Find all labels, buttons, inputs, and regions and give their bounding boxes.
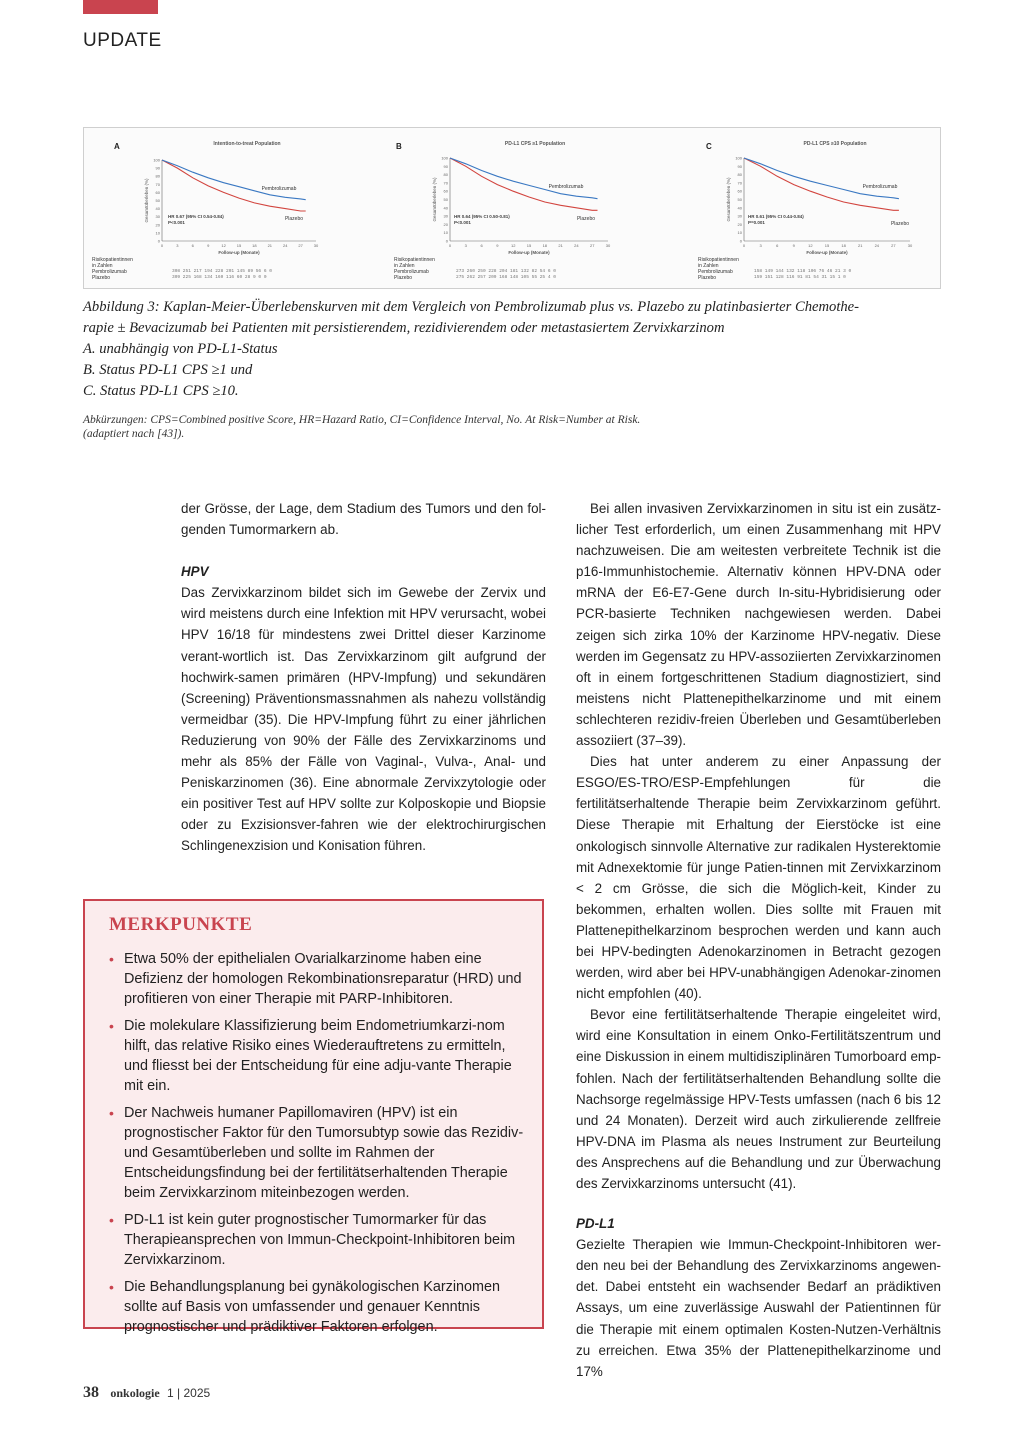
y-tick-label: 20: [737, 221, 742, 227]
y-tick-label: 80: [155, 173, 160, 179]
x-tick-label: 0: [160, 243, 164, 248]
caption-line: B. Status PD-L1 CPS ≥1 und: [83, 362, 253, 378]
list-item: [107, 949, 527, 1009]
bullet-icon: •: [109, 1212, 114, 1228]
section-label: UPDATE: [83, 30, 162, 51]
bullet-icon: •: [109, 951, 114, 967]
risk-title: Risikopatientinnen: [698, 257, 739, 263]
x-tick-label: 18: [542, 243, 548, 248]
caption-line: C. Status PD-L1 CPS ≥10.: [83, 383, 239, 399]
x-tick-label: 9: [207, 243, 210, 248]
p-value: P<0.001: [454, 220, 471, 225]
y-tick-label: 20: [155, 222, 160, 228]
y-tick-label: 70: [155, 181, 160, 187]
risk-numbers-plazebo: 309 225 168 134 160 116 60 28 9 0 0: [172, 275, 267, 280]
heading-hpv: HPV: [181, 564, 209, 580]
page-footer: [83, 1384, 210, 1402]
x-tick-label: 27: [589, 243, 595, 248]
x-tick-label: 15: [526, 243, 532, 248]
merkpunkte-list: [107, 949, 527, 1344]
km-panel-a: [84, 128, 380, 288]
risk-title-2: in Zahlen: [698, 263, 719, 269]
bullet-icon: •: [109, 1279, 114, 1295]
caption-line: rapie ± Bevacizumab bei Patienten mit persistierendem, rezidivierendem oder metastasiertem Zervixkarzinom: [83, 320, 725, 336]
series-label-pembrolizumab: Pembrolizumab: [261, 186, 297, 192]
y-tick-label: 70: [737, 180, 742, 186]
series-label-plazebo: Plazebo: [576, 216, 596, 222]
panel-title: Intention-to-treat Population: [213, 141, 281, 147]
series-label-pembrolizumab: Pembrolizumab: [862, 184, 898, 190]
series-label-plazebo: Plazebo: [890, 221, 910, 227]
journal-name: onkologie: [110, 1386, 160, 1400]
risk-numbers-plazebo: 275 262 257 209 168 148 105 55 25 4 0: [456, 275, 556, 280]
x-tick-label: 18: [841, 243, 846, 248]
y-tick-label: 80: [443, 172, 448, 178]
y-tick-label: 10: [737, 230, 742, 236]
list-item: [107, 1103, 527, 1203]
x-tick-label: 27: [891, 243, 896, 248]
pembrolizumab-curve: [744, 158, 899, 199]
pembrolizumab-curve: [162, 160, 306, 200]
y-tick-label: 60: [155, 189, 160, 195]
y-tick-label: 50: [737, 197, 742, 202]
x-tick-label: 24: [282, 243, 288, 248]
list-item: [107, 1277, 527, 1337]
paragraph: Bei allen invasiven Zervixkarzinomen in situ ist ein zusätz-licher Test erforderlich, um einen Zusammenhang mit HPV nachzuweisen. Die am weitesten verbreitete Technik ist die p16-Immunhistochemie. Alternativ können HPV-DNA oder mRNA der E6-E7-Gene durch In-situ-Hybridisierung oder PCR-basierte Techniken nachgewiesen werden. Dabei zeigen sich zirka 10% der Karzinome HPV-negativ. Diese werden im Gegensatz zu HPV-assoziierten Zervixkarzinomen oft in einem fortgeschrittenen Stadium diagnostiziert, sind meistens nicht Plattenepithelkarzinome und mit einem schlechteren rezidiv-freien Überleben und Gesamtüberleben assoziiert (37–39).: [576, 501, 941, 749]
hazard-ratio: HR 0.64 (95% CI 0.50-0.81): [454, 214, 510, 219]
y-tick-label: 30: [155, 214, 160, 220]
panel-title: PD-L1 CPS ≥10 Population: [803, 141, 867, 147]
x-tick-label: 30: [605, 243, 611, 248]
risk-numbers-pembro: 308 251 217 194 228 201 145 89 56 6 0: [172, 269, 272, 274]
list-item-text: Der Nachweis humaner Papillomaviren (HPV) ist ein prognostischer Faktor für den Tumorsubtyp sowie das Rezidiv- und Gesamtüberleben und sollte im Rahmen der Entscheidungsfindung bei der fertilitätserhaltenden Therapie beim Zervixkarzinom miteinbezogen werden.: [124, 1105, 524, 1201]
list-item: [107, 1210, 527, 1270]
caption-line: A. unabhängig von PD-L1-Status: [83, 341, 278, 357]
risk-row-pembro: Pembrolizumab: [394, 269, 429, 275]
panel-title: PD-L1 CPS ≥1 Population: [504, 141, 566, 147]
y-tick-label: 40: [443, 205, 448, 211]
x-tick-label: 27: [298, 243, 303, 248]
y-tick-label: 60: [443, 188, 448, 194]
list-item-text: Die Behandlungsplanung bei gynäkologischen Karzinomen sollte auf Basis von umfassender und genauer Kenntnis prognostischer und prädiktiver Faktoren erfolgen.: [124, 1279, 501, 1335]
risk-numbers-pembro: 158 149 144 132 118 106 76 46 21 3 0: [754, 269, 852, 274]
y-tick-label: 40: [737, 205, 742, 211]
y-tick-label: 10: [155, 230, 160, 236]
y-axis-label: Gesamtüberleben (%): [144, 178, 149, 223]
figure-caption: [83, 297, 941, 402]
x-tick-label: 6: [480, 243, 483, 248]
risk-numbers: [754, 269, 851, 281]
risk-labels: [92, 257, 133, 281]
y-tick-label: 20: [443, 221, 448, 227]
issue-number: 1 | 2025: [167, 1386, 211, 1400]
risk-numbers: [172, 269, 272, 281]
risk-row-plazebo: Plazebo: [92, 275, 111, 281]
km-panel-b: [386, 128, 682, 288]
x-tick-label: 21: [267, 243, 273, 248]
pembrolizumab-curve: [450, 158, 598, 199]
risk-labels: [698, 257, 739, 281]
x-axis-label: Follow-up (Monate): [508, 250, 550, 255]
risk-numbers-pembro: 273 260 250 228 204 181 132 82 54 6 0: [456, 269, 556, 274]
list-item-text: Etwa 50% der epithelialen Ovarialkarzinome haben eine Defizienz der homologen Rekombinationsreparatur (HRD) und profitieren von einer Therapie mit PARP-Inhibitoren.: [124, 951, 522, 1007]
risk-numbers: [456, 269, 556, 281]
x-tick-label: 9: [792, 243, 795, 248]
y-tick-label: 90: [155, 165, 160, 171]
y-tick-label: 90: [737, 163, 742, 169]
y-tick-label: 10: [443, 230, 448, 236]
paragraph: Das Zervixkarzinom bildet sich im Gewebe der Zervix und wird meistens durch eine Infektion mit HPV verursacht, wobei HPV 16/18 für mindestens zwei Drittel dieser Karzinome verant-wortlich ist. Das Zervixkarzinom gilt aufgrund der hochwirk-samen primären (HPV-Impfung) und sekundären (Screening) Präventionsmassnahmen als nahezu vollständig vermeidbar (35). Die HPV-Impfung führt zu einer jährlichen Reduzierung von 90% der Fälle des Zervixkarzinoms und mehr als 85% der Fälle von Vaginal-, Vulva-, Anal- und Peniskarzinomen (36). Eine abnormale Zervixzytologie oder ein positiver Test auf HPV sollte zur Kolposkopie und Biopsie oder zu Exzisionsver-fahren wie der elektrochirurgischen Schlingenexzision und Konisation führen.: [181, 585, 546, 854]
y-tick-label: 90: [443, 163, 448, 169]
x-tick-label: 6: [776, 243, 779, 248]
y-tick-label: 100: [735, 155, 742, 161]
risk-numbers-plazebo: 159 151 128 116 91 81 54 31 15 1 0: [754, 275, 846, 280]
x-tick-label: 24: [874, 243, 880, 248]
y-tick-label: 80: [737, 172, 742, 178]
km-figure: [83, 127, 941, 289]
x-tick-label: 9: [496, 243, 499, 248]
risk-title: Risikopatientinnen: [92, 257, 133, 263]
risk-labels: [394, 257, 435, 281]
paragraph: der Grösse, der Lage, dem Stadium des Tumors und den fol-genden Tumormarkern ab.: [181, 501, 546, 538]
y-tick-label: 30: [443, 213, 448, 219]
x-axis-label: Follow-up (Monate): [806, 250, 848, 255]
accent-bar: [83, 0, 158, 14]
series-label-plazebo: Plazebo: [284, 216, 304, 222]
risk-row-plazebo: Plazebo: [394, 275, 413, 281]
y-tick-label: 0: [739, 238, 742, 244]
risk-title: Risikopatientinnen: [394, 257, 435, 263]
x-tick-label: 24: [574, 243, 579, 248]
source-note: (adaptiert nach [43]).: [83, 428, 185, 440]
y-tick-label: 50: [443, 197, 448, 202]
merkpunkte-title: MERKPUNKTE: [109, 914, 253, 935]
y-tick-label: 50: [155, 198, 160, 203]
paragraph: Gezielte Therapien wie Immun-Checkpoint-Inhibitoren wer-den neu bei der Behandlung des Zervixkarzinoms angewen-det. Dabei entsteht ein wachsender Bedarf an prädiktiven Assays, um eine zuverlässige Auswahl der Patientinnen für die Therapie mit einem optimalen Kosten-Nutzen-Verhältnis zu erreichen. Etwa 35% der Plattenepithelkarzinome und 17%: [576, 1237, 941, 1379]
x-tick-label: 0: [448, 243, 452, 248]
x-tick-label: 12: [808, 243, 813, 248]
y-tick-label: 0: [445, 238, 448, 244]
merkpunkte-box: [83, 899, 544, 1335]
y-axis-label: Gesamtüberleben (%): [726, 177, 731, 222]
y-tick-label: 30: [737, 213, 742, 219]
bullet-icon: •: [109, 1105, 114, 1121]
x-tick-label: 21: [857, 243, 863, 248]
list-item-text: Die molekulare Klassifizierung beim Endometriumkarzi-nom hilft, das relative Risiko eines Wiederauftretens zu ermitteln, und fliesst bei der Entscheidung für eine adju-vante Therapie mit ein.: [124, 1018, 512, 1094]
panel-letter: B: [396, 142, 402, 151]
y-tick-label: 0: [157, 238, 160, 244]
y-tick-label: 60: [737, 188, 742, 194]
y-tick-label: 40: [155, 206, 160, 212]
caption-line: Abbildung 3: Kaplan-Meier-Überlebenskurven mit dem Vergleich von Pembrolizumab plus vs. Plazebo zu platinbasierter Chemothe-: [83, 299, 860, 315]
series-label-pembrolizumab: Pembrolizumab: [548, 184, 584, 190]
list-item-text: PD-L1 ist kein guter prognostischer Tumormarker für das Therapieansprechen von Immun-Checkpoint-Inhibitoren beim Zervixkarzinom.: [124, 1212, 516, 1268]
left-column: [181, 498, 546, 857]
bullet-icon: •: [109, 1018, 114, 1034]
x-tick-label: 3: [176, 243, 179, 248]
heading-pdl1: PD-L1: [576, 1216, 615, 1232]
abbreviations-line: Abkürzungen: CPS=Combined positive Score, HR=Hazard Ratio, CI=Confidence Interval, No. At Risk=Number at Risk.: [83, 414, 641, 426]
risk-row-pembro: Pembrolizumab: [698, 269, 733, 275]
paragraph: Dies hat unter anderem zu einer Anpassung der ESGO/ES-TRO/ESP-Empfehlungen für die fertilitätserhaltende Therapie beim Zervixkarzinom geführt. Diese Therapie mit Erhaltung der Eierstöcke ist eine onkologisch sinnvolle Alternative zur radikalen Hysterektomie mit Adnexektomie für junge Patien-tinnen mit Zervixkarzinom < 2 cm Grösse, die sich die Möglich-keit, Kinder zu bekommen, erhalten wollen. Dies sollte mit Frauen mit Plattenepithelkarzinom besprochen werden und kann auch bei HPV-bedingten Adenokarzinomen in Betracht gezogen werden, wird aber bei HPV-unabhängigen Adenokar-zinomen nicht empfohlen (40).: [576, 754, 941, 1002]
x-axis-label: Follow-up (Monate): [218, 250, 260, 255]
paragraph: Bevor eine fertilitätserhaltende Therapie eingeleitet wird, wird eine Konsultation in einem Onko-Fertilitätszentrum und eine Diskussion in einem multidisziplinären Tumorboard emp-fohlen. Nach der fertilitätserhaltenden Behandlung sollte die Nachsorge regelmässige HPV-Tests umfassen (nach 6 bis 12 und 24 Monaten). Derzeit wird auch zirkulierende zellfreie HPV-DNA im Plasma als neues Instrument zur Beurteilung des Ansprechens auf die Behandlung und zur Überwachung des Zervixkarzinoms untersucht (41).: [576, 1007, 941, 1191]
y-tick-label: 100: [153, 157, 160, 163]
x-tick-label: 12: [221, 243, 226, 248]
x-tick-label: 3: [759, 243, 762, 248]
x-tick-label: 12: [510, 243, 516, 248]
p-value: P<0.001: [168, 220, 185, 225]
abbreviations: [83, 413, 941, 441]
risk-row-plazebo: Plazebo: [698, 275, 717, 281]
x-tick-label: 30: [313, 243, 319, 248]
risk-title-2: in Zahlen: [92, 263, 113, 269]
y-tick-label: 70: [443, 180, 448, 186]
y-axis-label: Gesamtüberleben (%): [432, 177, 437, 222]
x-tick-label: 18: [252, 243, 257, 248]
x-tick-label: 0: [742, 243, 746, 248]
y-tick-label: 100: [441, 155, 448, 161]
hazard-ratio: HR 0.61 (95% CI 0.44-0.84): [748, 214, 804, 219]
x-tick-label: 6: [191, 243, 194, 248]
right-column: [576, 498, 941, 1382]
page-number: 38: [83, 1384, 99, 1401]
x-tick-label: 15: [236, 243, 242, 248]
x-tick-label: 15: [824, 243, 830, 248]
hazard-ratio: HR 0.67 (95% CI 0.54-0.84): [168, 214, 224, 219]
x-tick-label: 21: [558, 243, 563, 248]
panel-letter: A: [114, 142, 120, 151]
x-tick-label: 30: [907, 243, 913, 248]
panel-letter: C: [706, 142, 712, 151]
km-panel-c: [690, 128, 940, 288]
p-value: P=0.001: [748, 220, 765, 225]
risk-row-pembro: Pembrolizumab: [92, 269, 127, 275]
risk-title-2: in Zahlen: [394, 263, 415, 269]
list-item: [107, 1016, 527, 1096]
x-tick-label: 3: [464, 243, 467, 248]
